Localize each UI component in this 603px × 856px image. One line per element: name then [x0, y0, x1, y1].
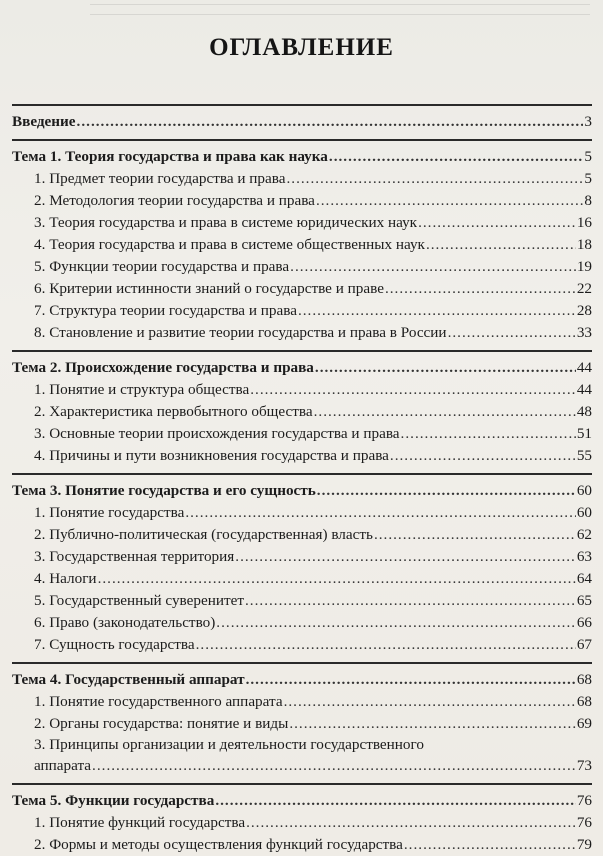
dot-leader [289, 713, 576, 735]
toc-section-label: Тема 4. Государственный аппарат [12, 671, 245, 688]
toc-entry[interactable] [12, 590, 592, 612]
dot-leader [286, 168, 583, 190]
divider [12, 662, 592, 664]
toc-entry-label: 8. Становление и развитие теории государства и права в России [34, 324, 447, 341]
toc-page-number: 44 [576, 359, 592, 376]
toc-page-number: 51 [576, 425, 592, 442]
dot-leader [390, 445, 576, 467]
toc-entry-label: 3. Основные теории происхождения государства и права [34, 425, 400, 442]
toc-page-number: 8 [584, 192, 592, 209]
dot-leader [185, 502, 575, 524]
toc-entry-label: 2. Методология теории государства и права [34, 192, 315, 209]
toc-entry-label: 1. Понятие государственного аппарата [34, 693, 283, 710]
dot-leader [298, 300, 576, 322]
table-of-contents [12, 96, 592, 856]
toc-entry[interactable] [12, 568, 592, 590]
toc-entry-label-line1[interactable]: 3. Принципы организации и деятельности государственного [34, 736, 424, 753]
dot-leader [385, 278, 576, 300]
toc-entry-label: аппарата [34, 757, 92, 774]
toc-page-number: 60 [576, 482, 592, 499]
toc-page-number: 73 [576, 757, 592, 774]
toc-page-number: 16 [576, 214, 592, 231]
toc-entry[interactable] [12, 634, 592, 656]
toc-page-number: 66 [576, 614, 592, 631]
dot-leader [235, 546, 576, 568]
toc-entry-label: 3. Теория государства и права в системе юридических наук [34, 214, 418, 231]
toc-entry[interactable] [12, 612, 592, 634]
toc-page-number: 60 [576, 504, 592, 521]
toc-entry-intro[interactable] [12, 111, 592, 133]
toc-entry-label: 5. Функции теории государства и права [34, 258, 290, 275]
toc-page-number: 33 [576, 324, 592, 341]
toc-entry[interactable] [12, 445, 592, 467]
toc-entry[interactable] [12, 234, 592, 256]
toc-page-number: 48 [576, 403, 592, 420]
toc-entry-label: 4. Теория государства и права в системе общественных наук [34, 236, 425, 253]
toc-entry[interactable] [12, 713, 592, 735]
toc-entry[interactable] [12, 423, 592, 445]
dot-leader [77, 111, 584, 133]
toc-entry-label: 1. Понятие функций государства [34, 814, 246, 831]
toc-section-heading[interactable] [12, 480, 592, 502]
toc-entry-label: 1. Понятие и структура общества [34, 381, 250, 398]
toc-entry-label: 1. Предмет теории государства и права [34, 170, 286, 187]
divider [12, 473, 592, 475]
toc-page-number: 3 [584, 113, 592, 130]
toc-entry[interactable] [12, 812, 592, 834]
toc-entry[interactable] [12, 212, 592, 234]
toc-page-number: 5 [584, 148, 592, 165]
toc-section-heading[interactable] [12, 146, 592, 168]
dot-leader [215, 790, 576, 812]
toc-entry-label: 2. Публично-политическая (государственная) власть [34, 526, 373, 543]
toc-page-number: 76 [576, 814, 592, 831]
page-title: ОГЛАВЛЕНИЕ [209, 34, 394, 61]
toc-section-label: Тема 1. Теория государства и права как наука [12, 148, 328, 165]
dot-leader [92, 755, 576, 777]
dot-leader [245, 590, 576, 612]
dot-leader [196, 634, 576, 656]
toc-page-number: 65 [576, 592, 592, 609]
toc-page-number: 5 [584, 170, 592, 187]
dot-leader [418, 212, 576, 234]
dot-leader [426, 234, 576, 256]
toc-entry-label: 2. Характеристика первобытного общества [34, 403, 313, 420]
toc-entry-label: 2. Органы государства: понятие и виды [34, 715, 289, 732]
toc-section-heading[interactable] [12, 357, 592, 379]
toc-entry[interactable] [12, 546, 592, 568]
toc-section-heading[interactable] [12, 790, 592, 812]
dot-leader [290, 256, 576, 278]
toc-page-number: 55 [576, 447, 592, 464]
toc-section-label: Тема 2. Происхождение государства и права [12, 359, 314, 376]
toc-entry[interactable] [12, 401, 592, 423]
toc-entry[interactable] [12, 379, 592, 401]
dot-leader [246, 812, 576, 834]
toc-entry[interactable] [12, 502, 592, 524]
toc-page-number: 22 [576, 280, 592, 297]
divider [12, 139, 592, 141]
divider [12, 104, 592, 106]
toc-page-number: 19 [576, 258, 592, 275]
dot-leader [314, 401, 576, 423]
toc-entry-label: 7. Структура теории государства и права [34, 302, 297, 319]
toc-entry[interactable] [12, 256, 592, 278]
toc-entry-label: 4. Налоги [34, 570, 97, 587]
toc-section-label: Тема 3. Понятие государства и его сущность [12, 482, 316, 499]
toc-section-heading[interactable] [12, 669, 592, 691]
toc-page-number: 76 [576, 792, 592, 809]
toc-section-label: Тема 5. Функции государства [12, 792, 215, 809]
dot-leader [98, 568, 576, 590]
toc-page-number: 69 [576, 715, 592, 732]
toc-entry[interactable] [12, 190, 592, 212]
toc-page-number: 67 [576, 636, 592, 653]
show-through-text [90, 0, 590, 16]
toc-entry-label: Введение [12, 113, 76, 130]
dot-leader [317, 480, 576, 502]
dot-leader [246, 669, 576, 691]
toc-entry[interactable] [12, 691, 592, 713]
toc-entry[interactable] [12, 524, 592, 546]
toc-page-number: 44 [576, 381, 592, 398]
toc-entry[interactable] [12, 278, 592, 300]
toc-entry[interactable] [12, 168, 592, 190]
toc-entry-label: 4. Причины и пути возникновения государства и права [34, 447, 389, 464]
toc-entry-label: 2. Формы и методы осуществления функций государства [34, 836, 403, 853]
divider [12, 783, 592, 785]
toc-page-number: 64 [576, 570, 592, 587]
toc-entry[interactable] [12, 755, 592, 777]
toc-entry-label: 1. Понятие государства [34, 504, 185, 521]
toc-entry[interactable] [12, 300, 592, 322]
dot-leader [216, 612, 576, 634]
toc-entry-label: 3. Государственная территория [34, 548, 235, 565]
toc-entry-label: 6. Право (законодательство) [34, 614, 216, 631]
dot-leader [329, 146, 584, 168]
toc-entry-label: 6. Критерии истинности знаний о государстве и праве [34, 280, 384, 297]
dot-leader [315, 357, 576, 379]
toc-page-number: 62 [576, 526, 592, 543]
toc-entry-label: 5. Государственный суверенитет [34, 592, 244, 609]
toc-entry[interactable] [12, 322, 592, 344]
dot-leader [250, 379, 576, 401]
toc-entry[interactable] [12, 834, 592, 856]
dot-leader [448, 322, 576, 344]
dot-leader [374, 524, 576, 546]
dot-leader [316, 190, 583, 212]
toc-page-number: 28 [576, 302, 592, 319]
toc-page-number: 68 [576, 671, 592, 688]
toc-page-number: 18 [576, 236, 592, 253]
toc-page-number: 63 [576, 548, 592, 565]
divider [12, 350, 592, 352]
dot-leader [401, 423, 576, 445]
toc-page-number: 68 [576, 693, 592, 710]
toc-entry-label: 7. Сущность государства [34, 636, 195, 653]
dot-leader [404, 834, 576, 856]
toc-page-number: 79 [576, 836, 592, 853]
dot-leader [284, 691, 576, 713]
